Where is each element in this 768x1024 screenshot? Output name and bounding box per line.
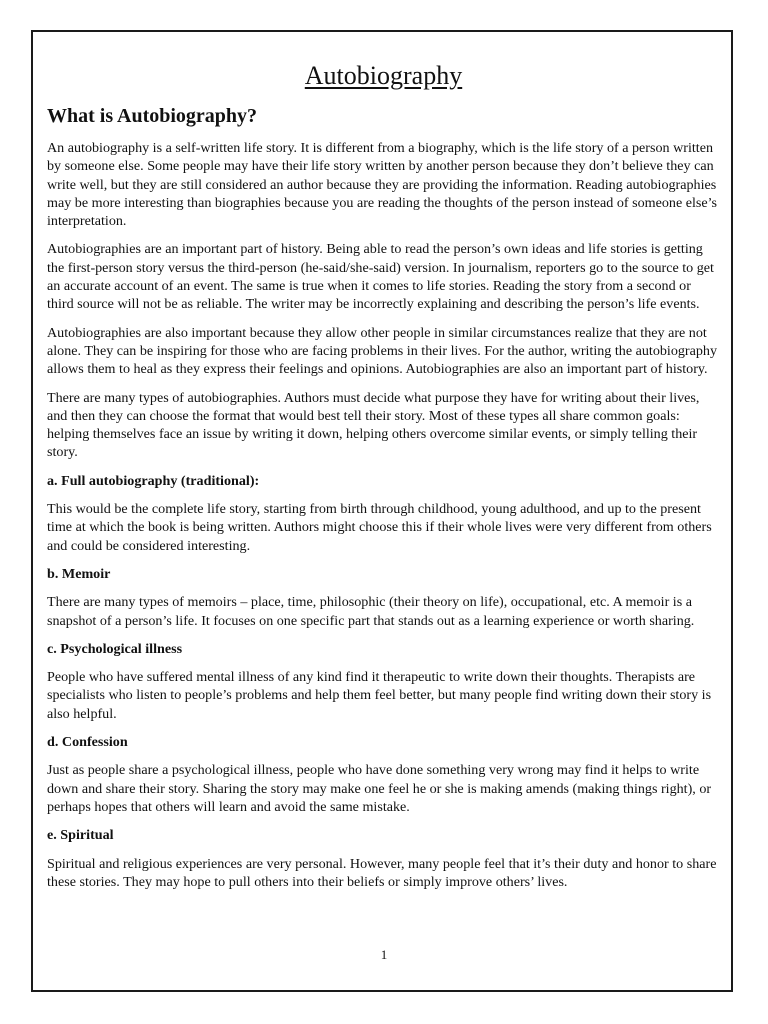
type-text-full-autobiography: This would be the complete life story, starting from birth through childhood, young adulthood, and up to the present time at which the book is being written. Authors might choose this if their whole lives were very different from others and could be considered interesting. [47, 501, 712, 554]
intro-paragraph-3: Autobiographies are also important because they allow other people in similar circumstances realize that they are not alone. They can be inspiring for those who are facing problems in their lives. For the author, writing the autobiography allows them to heal as they express their feelings and opinions. Autobiographies are also an important part of history. [47, 324, 718, 378]
type-text-spiritual: Spiritual and religious experiences are very personal. However, many people feel that it’s their duty and honor to share these stories. They may hope to pull others into their beliefs or simply improve others’ lives. [47, 855, 717, 890]
intro-paragraph-1: An autobiography is a self-written life story. It is different from a biography, which is the life story of a person written by someone else. Some people may have their life story written by another person because they don’t believe they can write well, but they are still considered an author because they are providing the information. Reading autobiographies may be more interesting than biographies because you are reading the thoughts of the person instead of someone else’s interpretation. [47, 140, 718, 230]
type-heading-spiritual: e. Spiritual [47, 827, 114, 844]
section-heading: What is Autobiography? [47, 105, 258, 127]
type-text-memoir: There are many types of memoirs – place, time, philosophic (their theory on life), occupational, etc. A memoir is a snapshot of a person’s life. It focuses on one specific part that stands out as a learning experience or worth sharing. [47, 594, 695, 629]
type-heading-full-autobiography: a. Full autobiography (traditional): [47, 472, 260, 489]
page-number: 1 [380, 947, 388, 962]
document-body [47, 58, 720, 901]
type-heading-memoir: b. Memoir [47, 565, 111, 582]
type-heading-psychological-illness: c. Psychological illness [47, 640, 183, 657]
type-text-confession: Just as people share a psychological illness, people who have done something very wrong may find it helps to write down and share their story. Sharing the story may make one feel he or she is making amends (making things right), or perhaps hopes that others will learn and avoid the same mistake. [47, 762, 712, 815]
type-heading-confession: d. Confession [47, 734, 128, 751]
intro-paragraph-4: There are many types of autobiographies. Authors must decide what purpose they have for writing about their lives, and then they can choose the format that would best tell their story. Most of these types all share common goals: helping themselves face an issue by writing it down, helping others overcome similar events, or simply telling their story. [47, 389, 700, 461]
intro-paragraph-2: Autobiographies are an important part of history. Being able to read the person’s own ideas and life stories is getting the first-person story versus the third-person (he-said/she-said) version. In journalism, reporters go to the source to get an accurate account of an event. The same is true when it comes to life stories. Reading the story from a second or third source will not be as reliable. The writer may be incorrectly explaining and describing the person’s life events. [47, 241, 714, 313]
document-title: Autobiography [304, 61, 463, 90]
type-text-psychological-illness: People who have suffered mental illness of any kind find it therapeutic to write down their thoughts. Therapists are specialists who listen to people’s problems and help them feel better, but many people find writing down their story is also helpful. [47, 669, 712, 722]
